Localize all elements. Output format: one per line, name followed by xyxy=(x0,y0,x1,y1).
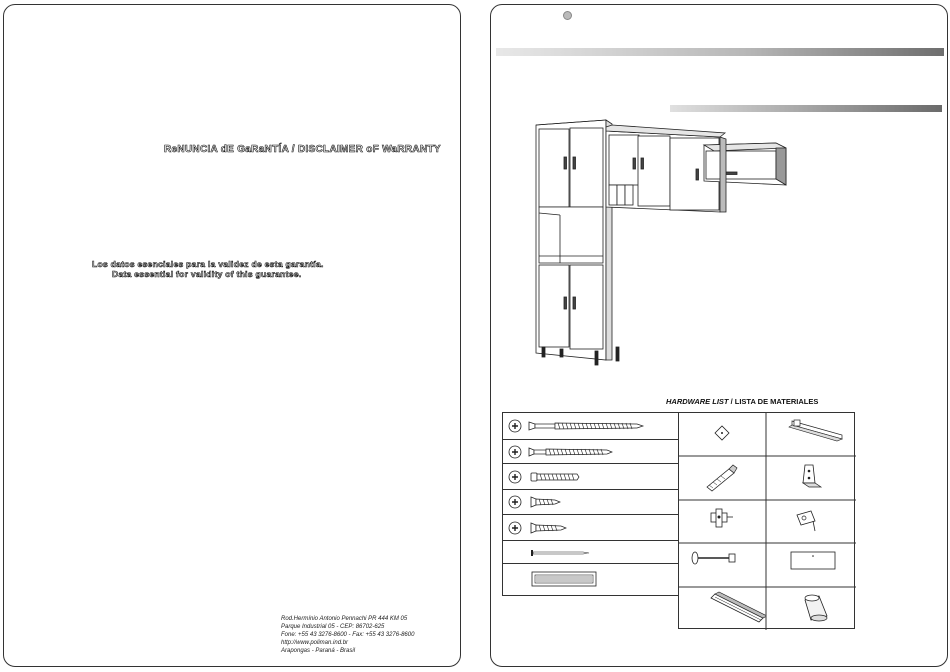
address-line: Arapongas - Paraná - Brasil xyxy=(281,648,356,654)
screw-table xyxy=(502,412,679,596)
header-gradient-bar xyxy=(496,48,944,56)
handle-icon xyxy=(503,564,678,595)
label-plate-icon xyxy=(767,544,855,587)
connector-pin-icon xyxy=(679,544,766,587)
dot-icon xyxy=(563,11,572,20)
hinge-clip-icon xyxy=(679,501,766,543)
hardware-list-title xyxy=(666,397,818,406)
kitchen-cabinet-illustration xyxy=(520,115,790,375)
hardware-grid xyxy=(678,412,855,629)
hardware-title-italic: HARDWARE LIST xyxy=(666,397,729,406)
address-line: Rod.Hermínio Antonio Pennachi PR 444 KM 05 xyxy=(281,616,408,622)
address-line: Fone: +55 43 3276-8600 - Fax: +55 43 3276-8600 xyxy=(281,632,415,638)
shelf-support-icon xyxy=(679,413,766,456)
data-title-line1: Los datos esenciales para la validez de esta garantía. xyxy=(92,259,324,269)
warranty-title: ReNUNCIA dE GaRaNTÍA / DISCLAIMER oF WaRRANTY xyxy=(164,144,441,155)
cam-lock-icon xyxy=(767,501,855,543)
address-line: Parque Industrial 05 - CEP: 86702-625 xyxy=(281,624,385,630)
company-address xyxy=(281,615,414,655)
long-screw-icon xyxy=(503,413,678,440)
dowel-anchor-icon xyxy=(679,457,766,500)
hardware-title-plain: LISTA DE MATERIALES xyxy=(734,397,819,406)
small-screw-2-icon xyxy=(503,515,678,541)
bracket-icon xyxy=(767,457,855,500)
section-gradient-bar xyxy=(670,105,942,112)
hardware-title-sep: / xyxy=(728,397,735,406)
short-bolt-icon xyxy=(503,464,678,490)
data-title-line2: Data essential for validity of this guarantee. xyxy=(112,269,302,279)
hinge-rail-icon xyxy=(767,413,855,456)
small-screw-icon xyxy=(503,490,678,515)
aluminum-profile-icon xyxy=(679,588,766,630)
foot-cap-icon xyxy=(767,588,855,630)
left-page xyxy=(3,4,461,667)
address-line: http://www.poliman.ind.br xyxy=(281,640,349,646)
nail-icon xyxy=(503,541,678,564)
medium-screw-icon xyxy=(503,440,678,464)
